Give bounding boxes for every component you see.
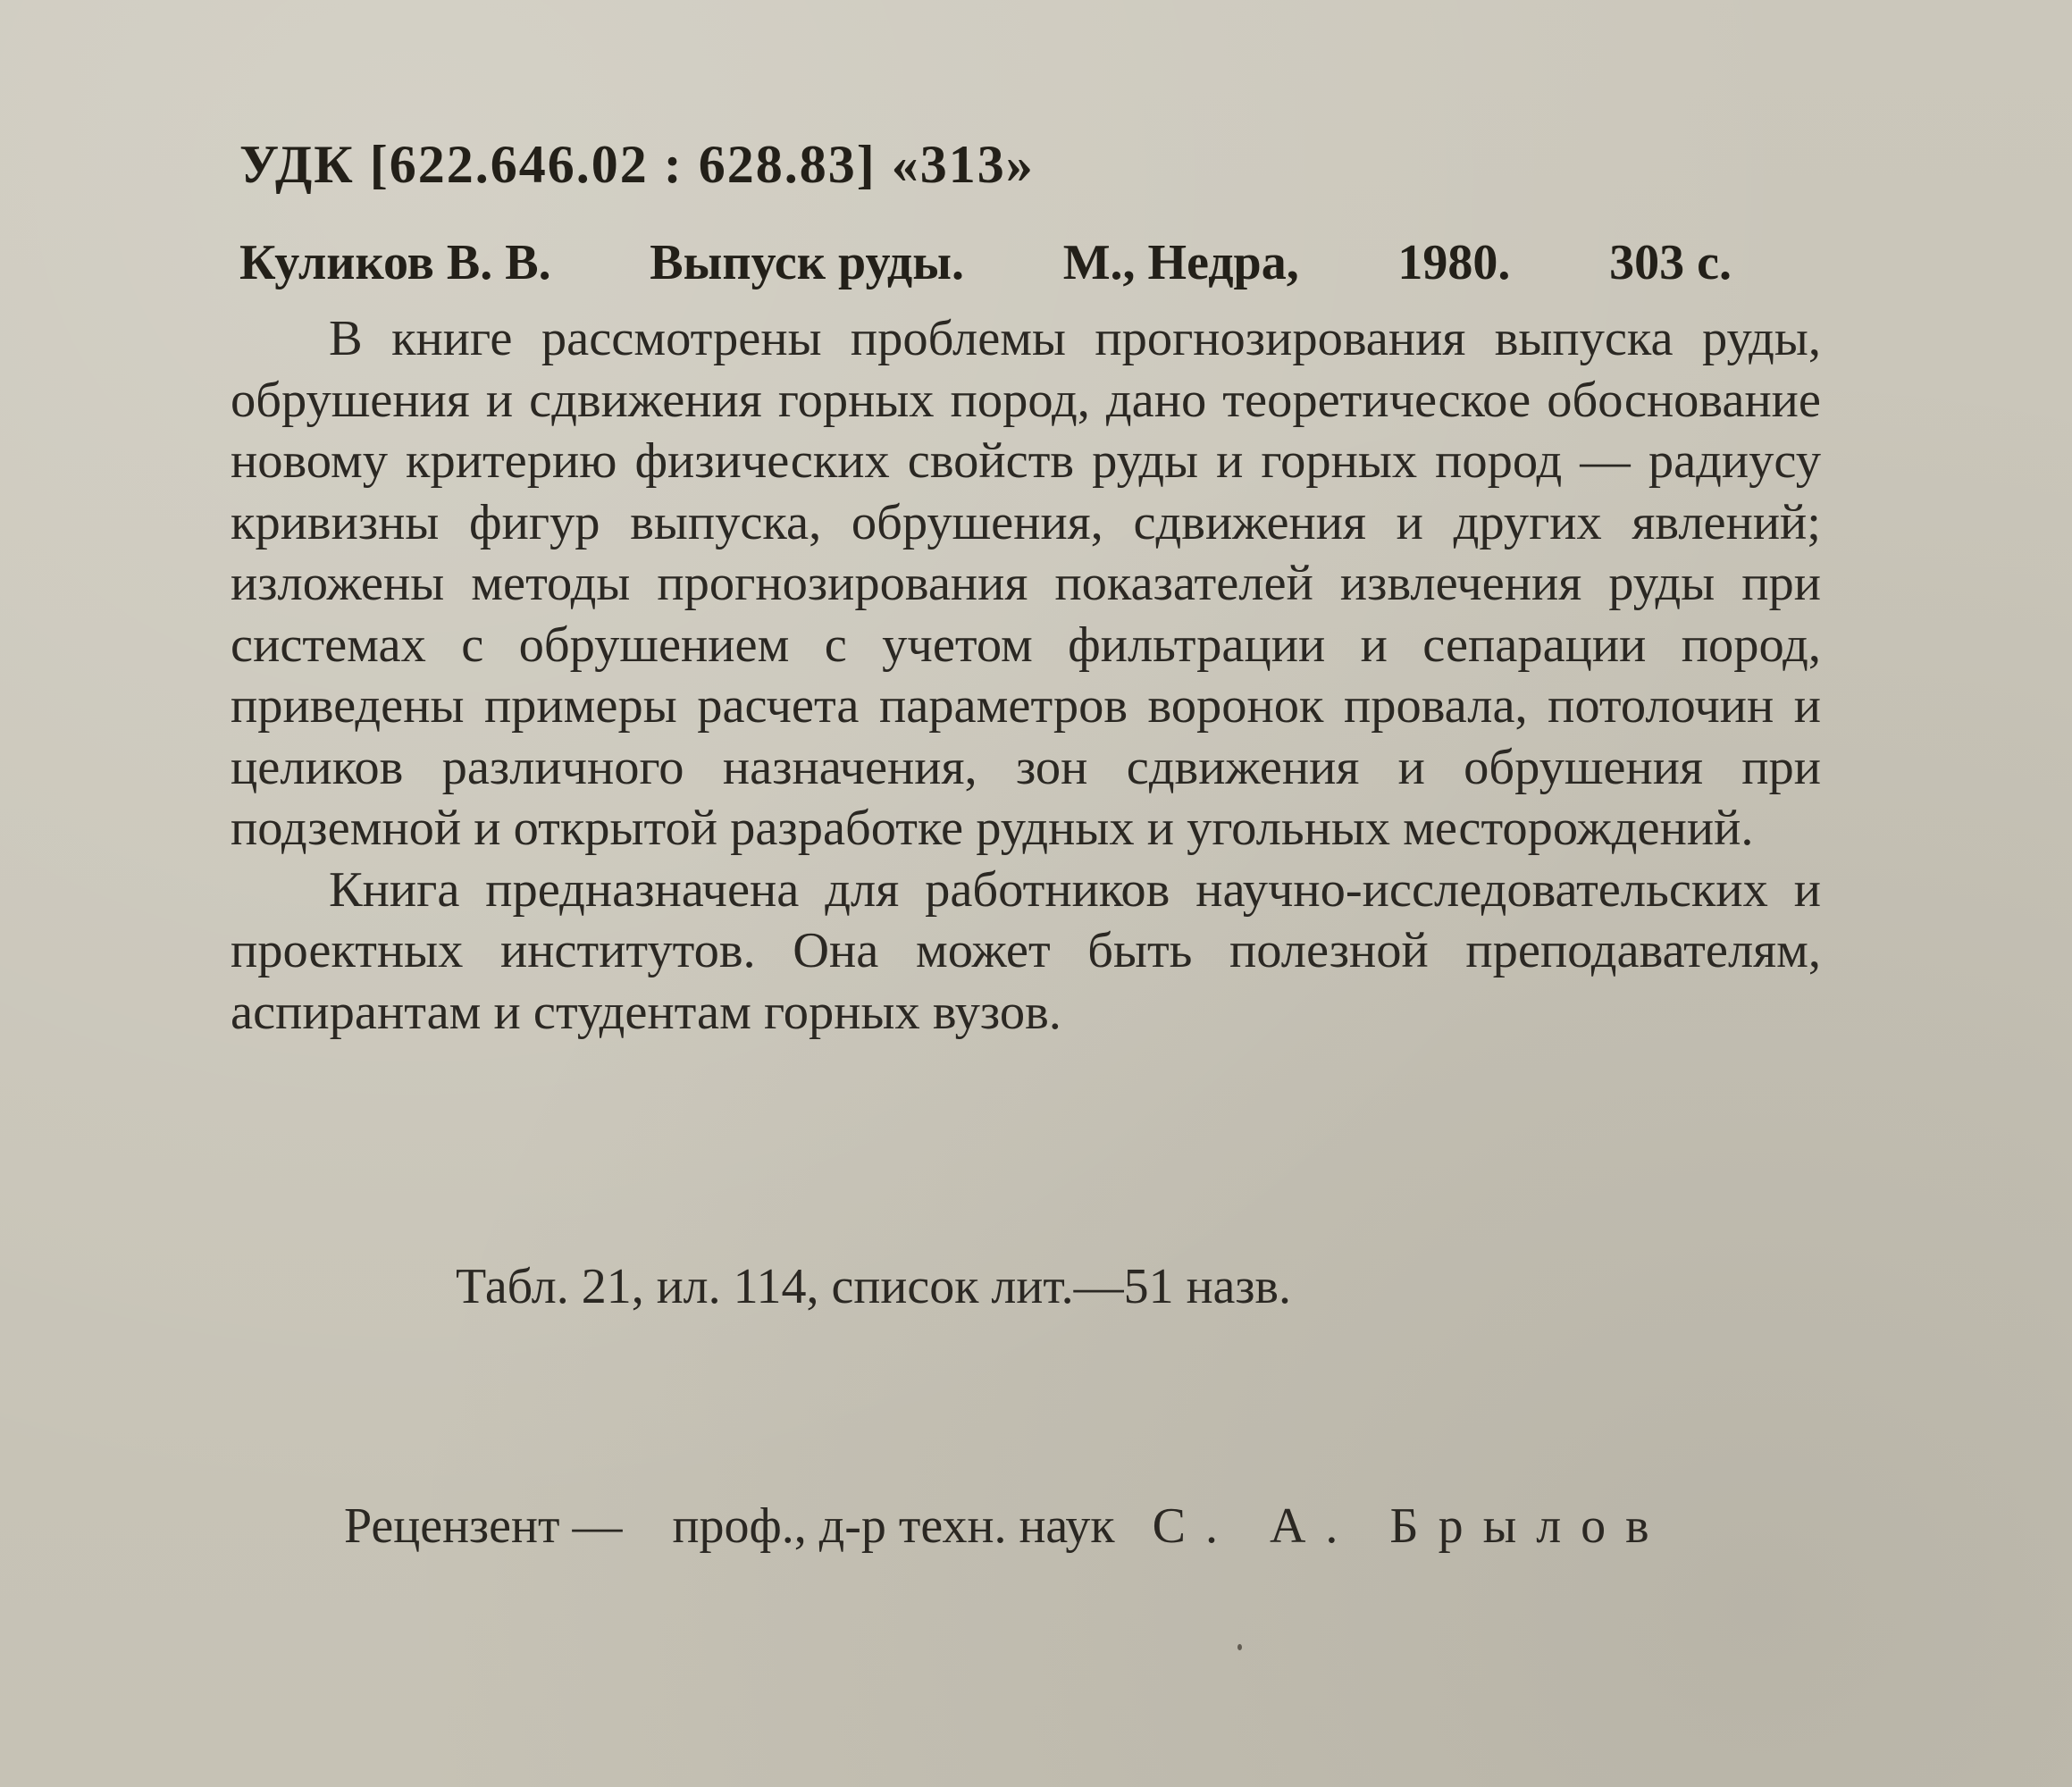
reviewer-line bbox=[344, 1498, 1669, 1555]
reviewer-credentials: проф., д-р техн. наук bbox=[672, 1498, 1115, 1554]
citation-pages: 303 с. bbox=[1609, 235, 1732, 290]
bibliographic-citation bbox=[239, 234, 1732, 291]
citation-author: Куликов В. В. bbox=[239, 235, 551, 290]
abstract bbox=[231, 308, 1821, 1043]
citation-year: 1980. bbox=[1397, 235, 1511, 290]
reviewer-name: С. А. Брылов bbox=[1152, 1498, 1669, 1554]
citation-title: Выпуск руды. bbox=[650, 235, 964, 290]
paper-speck bbox=[1237, 1644, 1242, 1650]
reviewer-label: Рецензент — bbox=[344, 1498, 623, 1554]
summary-line: Табл. 21, ил. 114, список лит.—51 назв. bbox=[456, 1259, 1291, 1314]
abstract-paragraph: В книге рассмотрены проблемы прогнозирования выпуска руды, обрушения и сдвижения горных пород, дано теоретическое обоснование новому критерию физических свойств руды и горных пород — радиусу кривизны фигур выпуска, обрушения, сдвижения и других явлений; изложены методы прогнозирования показателей извлечения руды при системах с обрушением с учетом фильтрации и сепарации пород, приведены примеры расчета параметров воронок провала, потолочин и целиков различного назначения, зон сдвижения и обрушения при подземной и открытой разработке рудных и угольных месторождений. bbox=[231, 311, 1821, 856]
audience-paragraph: Книга предназначена для работников научно-исследовательских и проектных институтов. Она может быть полезной преподавателям, аспирантам и студентам горных вузов. bbox=[231, 861, 1821, 1040]
citation-publisher: М., Недра, bbox=[1062, 235, 1299, 290]
udk-classification: УДК [622.646.02 : 628.83] «313» bbox=[239, 135, 1035, 194]
